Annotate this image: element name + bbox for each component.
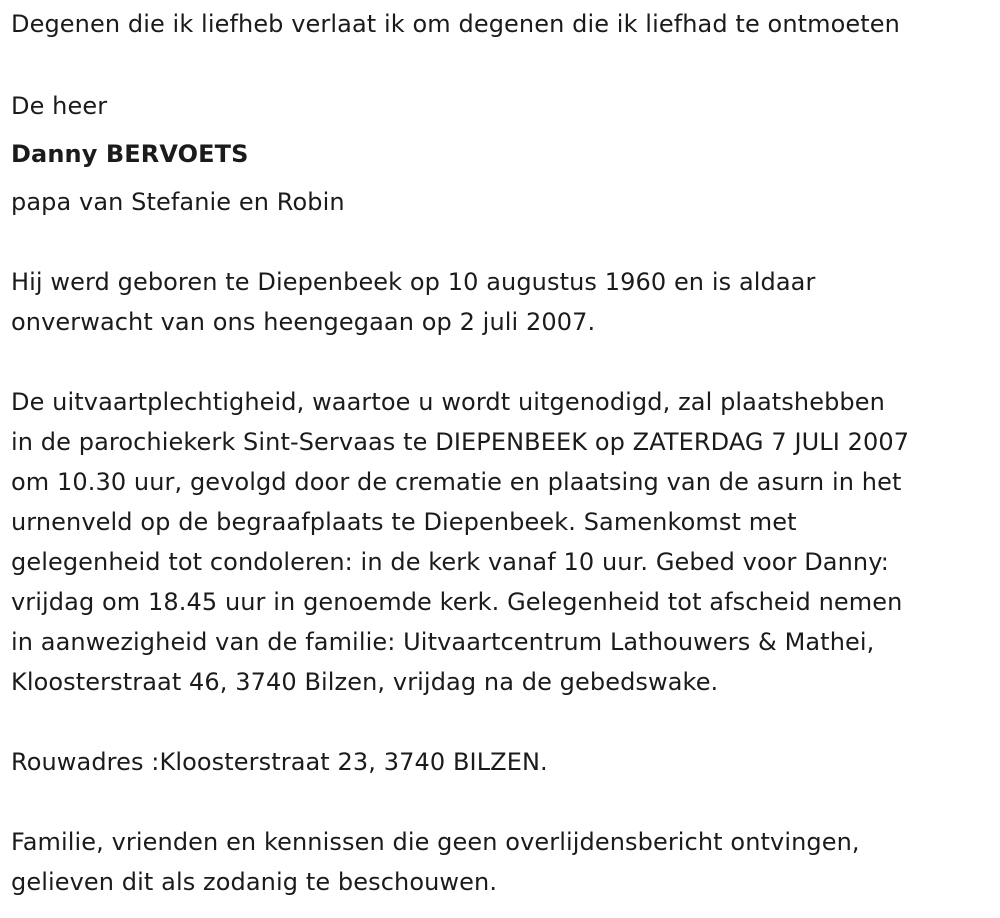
ceremony-line-7: in aanwezigheid van de familie: Uitvaartcentrum Lathouwers & Mathei, (11, 628, 875, 656)
ceremony-line-1: De uitvaartplechtigheid, waartoe u wordt uitgenodigd, zal plaatshebben (11, 388, 885, 416)
mourning-address: Rouwadres :Kloosterstraat 23, 3740 BILZEN. (11, 748, 548, 776)
motto: Degenen die ik liefheb verlaat ik om degenen die ik liefhad te ontmoeten (11, 10, 900, 38)
closing-line-2: gelieven dit als zodanig te beschouwen. (11, 868, 498, 896)
ceremony-line-5: gelegenheid tot condoleren: in de kerk vanaf 10 uur. Gebed voor Danny: (11, 548, 889, 576)
closing-line-1: Familie, vrienden en kennissen die geen overlijdensbericht ontvingen, (11, 828, 860, 856)
birth-death-line-2: onverwacht van ons heengegaan op 2 juli 2007. (11, 308, 596, 336)
ceremony-line-2: in de parochiekerk Sint-Servaas te DIEPENBEEK op ZATERDAG 7 JULI 2007 (11, 428, 910, 456)
birth-death-line-1: Hij werd geboren te Diepenbeek op 10 augustus 1960 en is aldaar (11, 268, 816, 296)
relation-line: papa van Stefanie en Robin (11, 188, 345, 216)
salutation: De heer (11, 92, 108, 120)
deceased-name: Danny BERVOETS (11, 140, 249, 168)
ceremony-line-6: vrijdag om 18.45 uur in genoemde kerk. Gelegenheid tot afscheid nemen (11, 588, 903, 616)
ceremony-line-4: urnenveld op de begraafplaats te Diepenbeek. Samenkomst met (11, 508, 797, 536)
ceremony-line-8: Kloosterstraat 46, 3740 Bilzen, vrijdag na de gebedswake. (11, 668, 719, 696)
ceremony-line-3: om 10.30 uur, gevolgd door de crematie en plaatsing van de asurn in het (11, 468, 902, 496)
